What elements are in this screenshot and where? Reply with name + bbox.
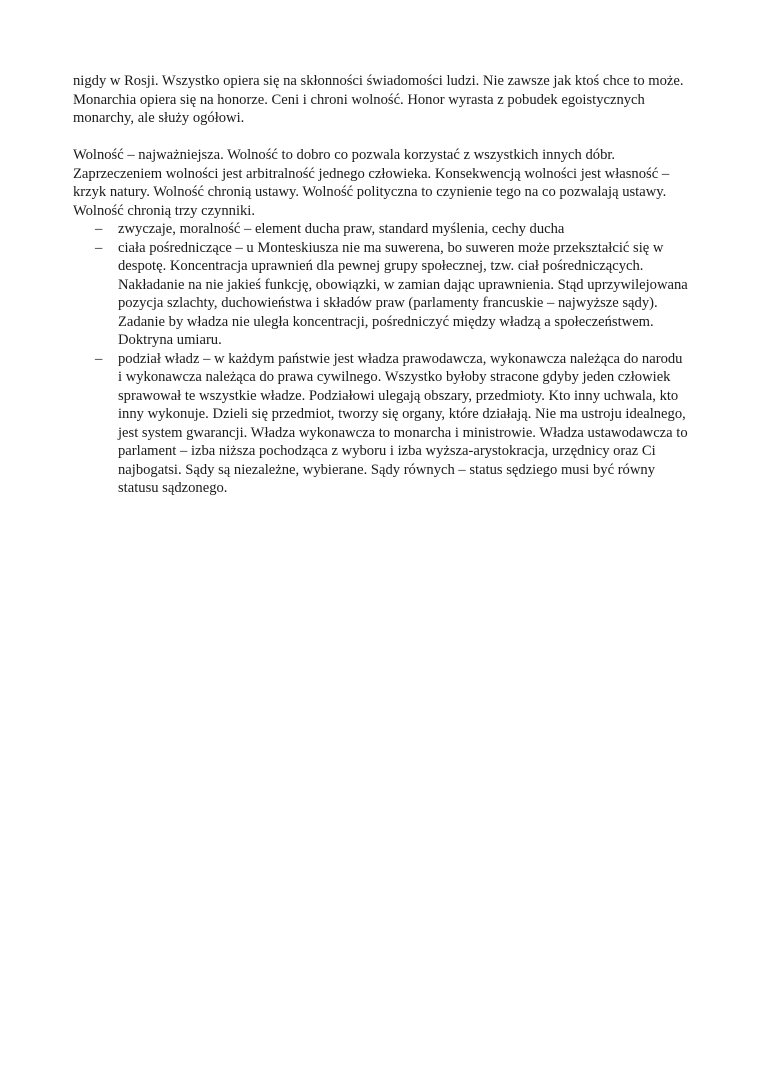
- document-body: [73, 72, 688, 498]
- paragraph-spacer: [73, 128, 688, 147]
- dash-bullet: –: [95, 239, 103, 256]
- list-intro: Wolność chronią trzy czynniki.: [73, 202, 256, 219]
- list-item: [73, 239, 688, 350]
- list-item-text: zwyczaje, moralność – element ducha praw, standard myślenia, cechy ducha: [118, 221, 565, 237]
- list-item-text: ciała pośredniczące – u Monteskiusza nie ma suwerena, bo suweren może przekształcić się w despotę. Koncentracja uprawnień dla pewnej grupy społecznej, tzw. ciał pośredniczących. Nakładanie na nie jakieś funkcję, obowiązki, w zamian dając uprawnienia. Stąd uprzywilejowana pozycja szlachty, duchowieństwa i składów praw (parlamenty francuskie – najwyższe sądy). Zadanie by władza nie uległa koncentracji, pośredniczyć między władzą a społeczeństwem. Doktryna umiaru.: [118, 239, 688, 348]
- list-item: [73, 220, 688, 239]
- paragraph-monarchy: nigdy w Rosji. Wszystko opiera się na skłonności świadomości ludzi. Nie zawsze jak ktoś chce to może. Monarchia opiera się na honorze. Ceni i chroni wolność. Honor wyrasta z pobudek egoistycznych monarchy, ale służy ogółowi.: [73, 73, 684, 126]
- factors-list: [73, 220, 688, 498]
- paragraph-freedom: Wolność – najważniejsza. Wolność to dobro co pozwala korzystać z wszystkich innych dóbr. Zaprzeczeniem wolności jest arbitralność jednego człowieka. Konsekwencją wolności jest własność – krzyk natury. Wolność chronią ustawy. Wolność polityczna to czynienie tego na co pozwalają ustawy.: [73, 147, 670, 200]
- dash-bullet: –: [95, 221, 103, 237]
- list-item-text: podział władz – w każdym państwie jest władza prawodawcza, wykonawcza należąca do narodu i wykonawcza należąca do prawa cywilnego. Wszystko byłoby stracone gdyby jeden człowiek sprawował te wszystkie władze. Podziałowi ulegają obszary, przedmioty. Kto inny uchwala, kto inny wykonuje. Dzieli się przedmiot, tworzy się organy, które działają. Nie ma ustroju idealnego, jest system gwarancji. Władza wykonawcza to monarcha i ministrowie. Władza ustawodawcza to parlament – izba niższa pochodząca z wyboru i izba wyższa-arystokracja, urzędnicy oraz Ci najbogatsi. Sądy są niezależne, wybierane. Sądy równych – status sędziego musi być równy statusu sądzonego.: [118, 350, 688, 496]
- list-item: [73, 350, 688, 498]
- dash-bullet: –: [95, 350, 103, 367]
